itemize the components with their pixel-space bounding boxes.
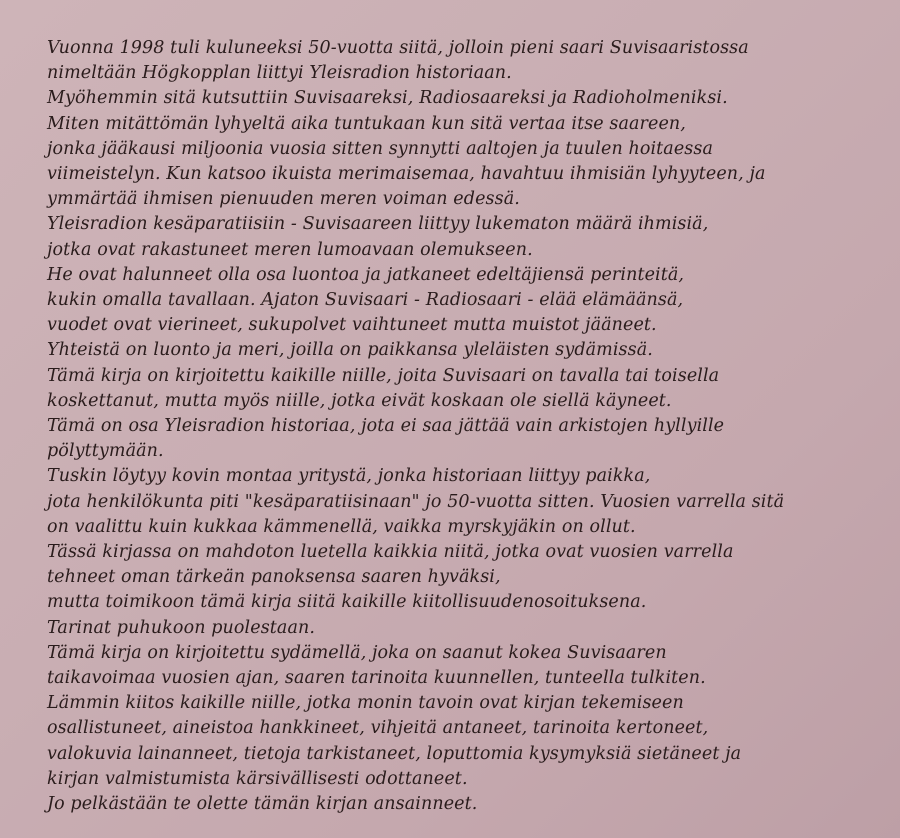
text-line: Tässä kirjassa on mahdoton luetella kaikkia niitä, jotka ovat vuosien varrella [47,542,734,563]
text-line: Tuskin löytyy kovin montaa yritystä, jonka historiaan liittyy paikka, [47,466,651,487]
text-line: Lämmin kiitos kaikille niille, jotka monin tavoin ovat kirjan tekemiseen [47,693,684,714]
text-line: ymmärtää ihmisen pienuuden meren voiman edessä. [47,189,520,210]
text-line: jotka ovat rakastuneet meren lumoavaan olemukseen. [47,239,533,260]
text-line: Miten mitättömän lyhyeltä aika tuntukaan kun sitä vertaa itse saareen, [47,113,686,134]
text-line: nimeltään Högkopplan liittyi Yleisradion historiaan. [47,63,512,84]
text-line: pölyttymään. [47,441,164,462]
text-line: kirjan valmistumista kärsivällisesti odottaneet. [47,768,468,789]
text-line: taikavoimaa vuosien ajan, saaren tarinoita kuunnellen, tunteella tulkiten. [47,668,706,689]
text-line: Tämä on osa Yleisradion historiaa, jota ei saa jättää vain arkistojen hyllyille [47,416,725,437]
text-line: kukin omalla tavallaan. Ajaton Suvisaari - Radiosaari - elää elämäänsä, [47,290,684,311]
text-line: mutta toimikoon tämä kirja siitä kaikille kiitollisuudenosoituksena. [47,592,647,613]
text-line: He ovat halunneet olla osa luontoa ja jatkaneet edeltäjiensä perinteitä, [47,264,685,285]
book-text [47,36,877,817]
text-line: koskettanut, mutta myös niille, jotka eivät koskaan ole siellä käyneet. [47,390,672,411]
text-line: vuodet ovat vierineet, sukupolvet vaihtuneet mutta muistot jääneet. [47,315,657,336]
text-line: Vuonna 1998 tuli kuluneeksi 50-vuotta siitä, jolloin pieni saari Suvisaaristossa [47,38,749,58]
text-line: Jo pelkästään te olette tämän kirjan ansainneet. [47,794,478,815]
text-line: Myöhemmin sitä kutsuttiin Suvisaareksi, Radiosaareksi ja Radioholmeniksi. [47,88,728,109]
text-line: Tämä kirja on kirjoitettu sydämellä, joka on saanut kokea Suvisaaren [47,642,667,663]
text-line: tehneet oman tärkeän panoksensa saaren hyväksi, [47,567,501,588]
text-line: valokuvia lainanneet, tietoja tarkistaneet, loputtomia kysymyksiä sietäneet ja [47,743,742,764]
text-line: jonka jääkausi miljoonia vuosia sitten synnytti aaltojen ja tuulen hoitaessa [47,138,713,159]
text-line: jota henkilökunta piti "kesäparatiisinaan" jo 50-vuotta sitten. Vuosien varrella sitä [47,491,785,512]
text-line: on vaalittu kuin kukkaa kämmenellä, vaikka myrskyjäkin on ollut. [47,516,636,537]
text-line: viimeistelyn. Kun katsoo ikuista merimaisemaa, havahtuu ihmisiän lyhyyteen, ja [47,164,766,185]
text-line: Tämä kirja on kirjoitettu kaikille niille, joita Suvisaari on tavalla tai toisella [47,365,720,386]
text-line: Yhteistä on luonto ja meri, joilla on paikkansa yleläisten sydämissä. [47,340,653,361]
text-line: Yleisradion kesäparatiisiin - Suvisaareen liittyy lukematon määrä ihmisiä, [47,214,709,235]
text-line: Tarinat puhukoon puolestaan. [47,617,316,638]
text-line: osallistuneet, aineistoa hankkineet, vihjeitä antaneet, tarinoita kertoneet, [47,718,709,739]
